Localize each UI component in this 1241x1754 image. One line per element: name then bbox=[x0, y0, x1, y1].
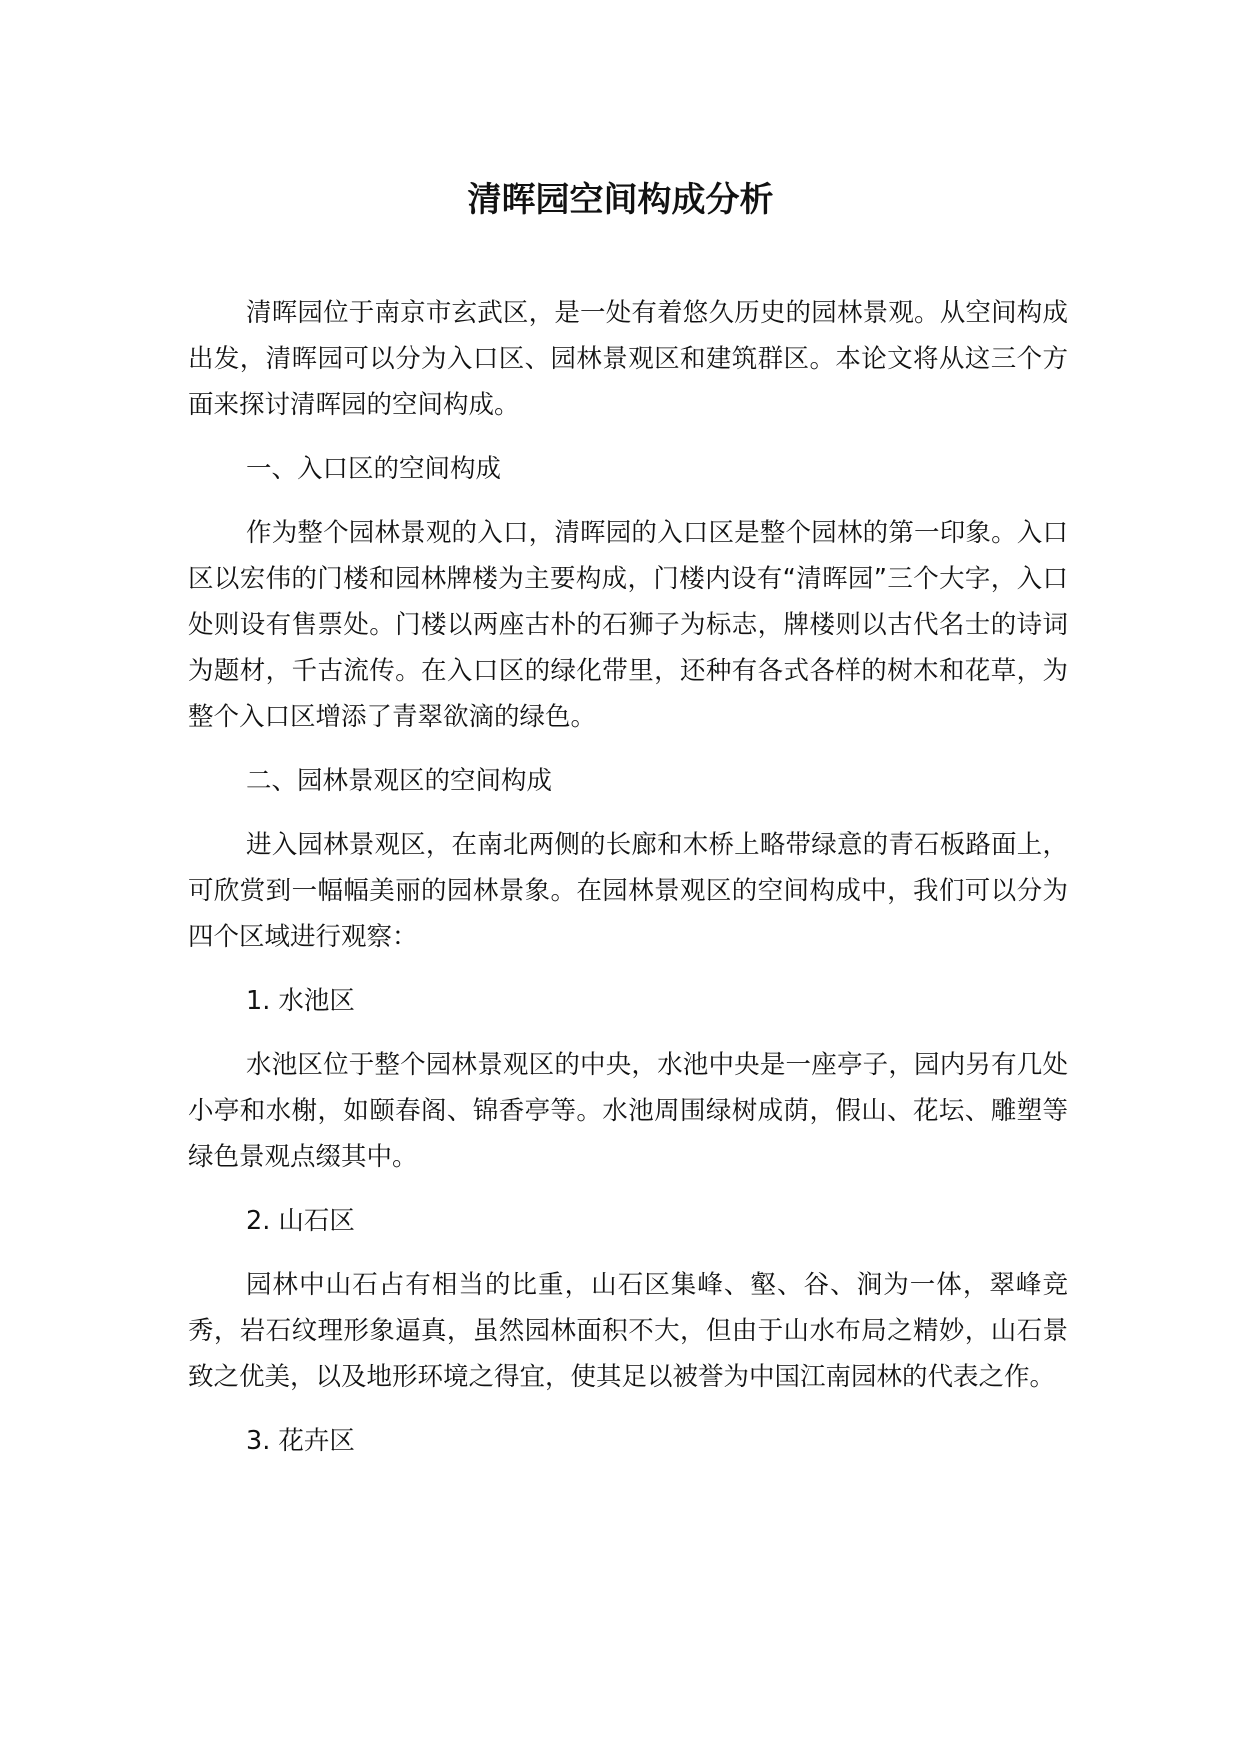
subsection-heading-pond: 1. 水池区 bbox=[246, 986, 355, 1016]
subsection-body-pond: 水池区位于整个园林景观区的中央，水池中央是一座亭子，园内另有几处小亭和水榭，如颐春阁、锦香亭等。水池周围绿树成荫，假山、花坛、雕塑等绿色景观点缀其中。 bbox=[188, 1050, 1068, 1172]
section-heading-entrance: 一、入口区的空间构成 bbox=[246, 454, 502, 484]
subsection-heading-flowers: 3. 花卉区 bbox=[246, 1426, 355, 1456]
section-heading-landscape: 二、园林景观区的空间构成 bbox=[246, 766, 553, 796]
intro-paragraph: 清晖园位于南京市玄武区，是一处有着悠久历史的园林景观。从空间构成出发，清晖园可以分为入口区、园林景观区和建筑群区。本论文将从这三个方面来探讨清晖园的空间构成。 bbox=[188, 298, 1068, 420]
document-title: 清晖园空间构成分析 bbox=[467, 180, 774, 220]
subsection-heading-rockery: 2. 山石区 bbox=[246, 1206, 355, 1236]
section-body-landscape: 进入园林景观区，在南北两侧的长廊和木桥上略带绿意的青石板路面上，可欣赏到一幅幅美丽的园林景象。在园林景观区的空间构成中，我们可以分为四个区域进行观察： bbox=[188, 830, 1068, 952]
section-body-entrance: 作为整个园林景观的入口，清晖园的入口区是整个园林的第一印象。入口区以宏伟的门楼和园林牌楼为主要构成，门楼内设有“清晖园”三个大字，入口处则设有售票处。门楼以两座古朴的石狮子为标志，牌楼则以古代名士的诗词为题材，千古流传。在入口区的绿化带里，还种有各式各样的树木和花草，为整个入口区增添了青翠欲滴的绿色。 bbox=[188, 518, 1068, 732]
document-body bbox=[188, 290, 1068, 1464]
subsection-body-rockery: 园林中山石占有相当的比重，山石区集峰、壑、谷、涧为一体，翠峰竞秀，岩石纹理形象逼真，虽然园林面积不大，但由于山水布局之精妙，山石景致之优美，以及地形环境之得宜，使其足以被誉为中国江南园林的代表之作。 bbox=[188, 1270, 1068, 1392]
